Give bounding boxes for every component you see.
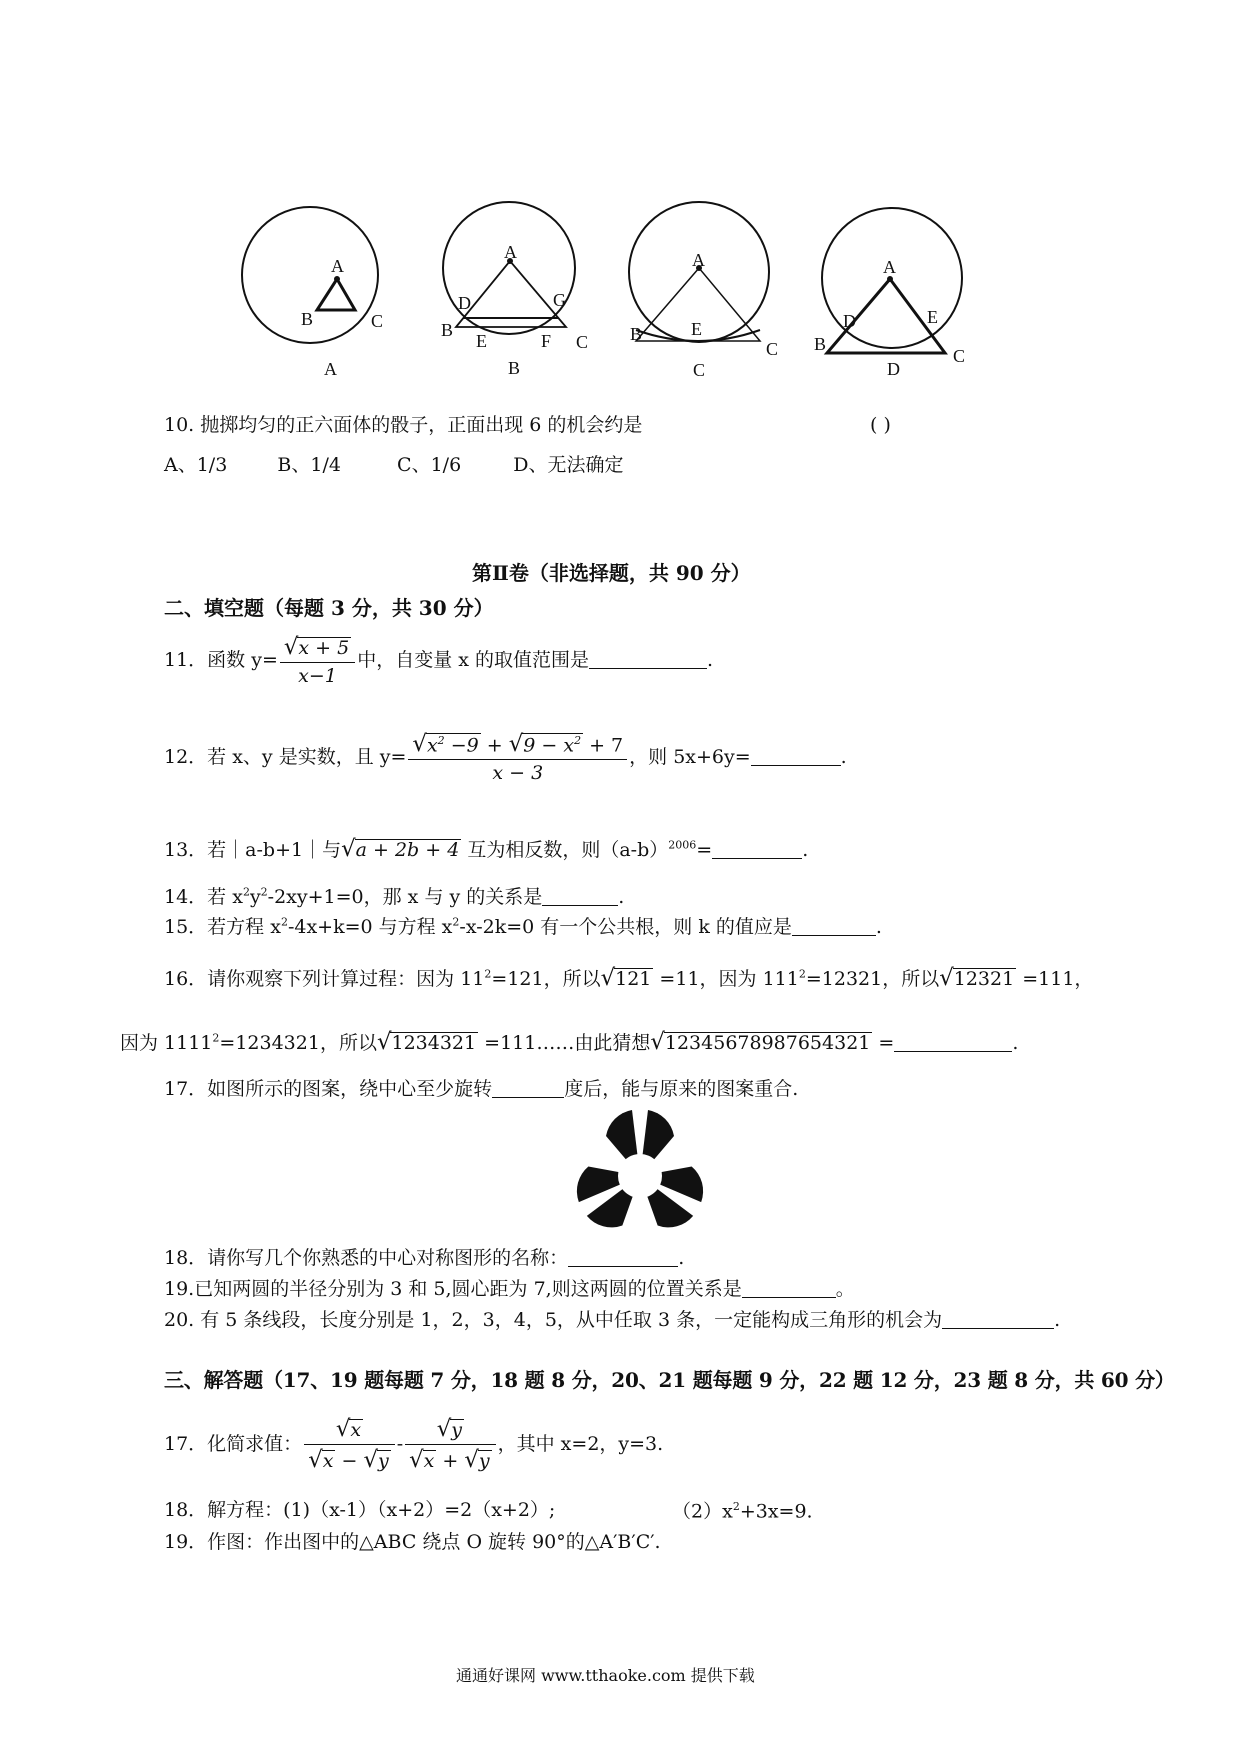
- answer-paren: ( ): [870, 414, 891, 436]
- label: E: [691, 319, 702, 339]
- label: C: [766, 339, 779, 359]
- label: A: [883, 257, 896, 277]
- answer-blank[interactable]: [742, 1278, 836, 1298]
- figure-b: [441, 202, 588, 378]
- section-2-title: 二、填空题（每题 3 分，共 30 分）: [164, 596, 494, 620]
- fraction: $\frac{√x^2 -9 + √9 - x^2 + 7}{x - 3}$: [408, 733, 627, 783]
- figure-caption: C: [693, 360, 706, 380]
- option-a: A、1/3: [164, 454, 228, 476]
- label: C: [953, 346, 966, 366]
- label: B: [301, 309, 314, 329]
- figure-d: [814, 208, 965, 379]
- question-15: 15．若方程 $x^2-4x+k=0$ 与方程 $x^2-x-2k=0$ 有一个公共根，则 k 的值应是 .: [164, 915, 882, 938]
- figure-caption: D: [887, 359, 900, 379]
- question-stem: 10. 抛掷均匀的正六面体的骰子，正面出现 6 的机会约是: [164, 414, 643, 436]
- label: C: [371, 311, 384, 331]
- answer-blank[interactable]: [751, 746, 841, 766]
- question-17-solve: 17．化简求值： $\frac{√x}{√x - √y}$ - $\frac{√y}{√x + √y}$ ，其中 x=2，y=3.: [164, 1416, 664, 1473]
- denominator: x − 3: [492, 762, 544, 785]
- page-footer: 通通好课网 www.tthaoke.com 提供下载: [456, 1666, 755, 1685]
- rotation-pattern-figure: [570, 1106, 710, 1246]
- figure-caption: B: [508, 358, 521, 378]
- question-11: 11．函数 y= $\frac{√x + 5}{x-1}$ 中，自变量 x 的取值范围是 .: [164, 634, 714, 687]
- question-text: 12．若 x、y 是实数，且 y=: [164, 746, 407, 769]
- question-20: 20. 有 5 条线段，长度分别是 1，2，3，4，5，从中任取 3 条，一定能构成三角形的机会为 .: [164, 1309, 1061, 1331]
- label: A: [692, 250, 705, 270]
- question-text: 11．函数 y=: [164, 648, 278, 671]
- option-d: D、无法确定: [513, 454, 624, 476]
- answer-blank[interactable]: [942, 1309, 1054, 1329]
- part-title: 第Ⅱ卷（非选择题，共 90 分）: [472, 561, 751, 585]
- question-14: 14．若 $x^2y^2-2xy+1=0$，那 x 与 y 的关系是 .: [164, 885, 625, 908]
- circle-triangle-figures: [0, 0, 1240, 400]
- answer-blank[interactable]: [792, 916, 876, 936]
- answer-blank[interactable]: [589, 649, 707, 669]
- figure-a: [242, 207, 383, 379]
- option-b: B、1/4: [277, 454, 341, 476]
- label: G: [553, 290, 566, 310]
- radicand: x + 5: [298, 637, 350, 659]
- answer-blank[interactable]: [712, 839, 802, 859]
- question-text: 13．若｜a-b+1｜与: [164, 839, 342, 861]
- label: D: [458, 293, 471, 313]
- label: A: [504, 242, 517, 262]
- section-3-title: 三、解答题（17、19 题每题 7 分，18 题 8 分，20、21 题每题 9 分，22 题 12 分，23 题 8 分，共 60 分）: [164, 1368, 1175, 1392]
- question-17-fill: 17．如图所示的图案，绕中心至少旋转 度后，能与原来的图案重合.: [164, 1078, 799, 1100]
- option-c: C、1/6: [397, 454, 462, 476]
- question-18-fill: 18．请你写几个你熟悉的中心对称图形的名称： .: [164, 1247, 685, 1269]
- question-10-options: [164, 456, 624, 475]
- figure-caption: A: [324, 359, 337, 379]
- question-12: 12．若 x、y 是实数，且 y= $\frac{√x^2 -9 + √9 - x^2 + 7}{x - 3}$ ，则 5x+6y= .: [164, 731, 847, 785]
- label: B: [630, 324, 643, 344]
- label: A: [331, 256, 344, 276]
- label: F: [541, 331, 552, 351]
- question-16-line-2: 因为 $1111^2=1234321$，所以√1234321 =111……由此猜想√12345678987654321 = .: [120, 1029, 1019, 1055]
- label: B: [814, 334, 827, 354]
- fraction: $\frac{√x + 5}{x-1}$: [280, 636, 355, 686]
- question-18-solve: 18．解方程：(1)（x-1）（x+2）=2（x+2）;: [164, 1499, 556, 1521]
- question-18-part-2: $(2)x^2+3x=9$.: [672, 1500, 813, 1523]
- label: E: [476, 331, 487, 351]
- label: E: [927, 307, 938, 327]
- question-text: ，则 5x+6y=: [629, 746, 751, 769]
- answer-blank[interactable]: [894, 1032, 1012, 1052]
- answer-blank[interactable]: [492, 1078, 564, 1098]
- question-19-draw: 19．作图：作出图中的△ABC 绕点 O 旋转 90°的△A′B′C′.: [164, 1531, 661, 1553]
- radicand: a + 2b + 4: [355, 839, 460, 861]
- denominator: x−1: [298, 664, 337, 687]
- answer-blank[interactable]: [542, 886, 618, 906]
- question-text: 中，自变量 x 的取值范围是: [357, 648, 590, 671]
- question-19-fill: 19.已知两圆的半径分别为 3 和 5,圆心距为 7,则这两圆的位置关系是 。: [164, 1278, 855, 1300]
- question-16-line-1: 16．请你观察下列计算过程：因为 $11^2=121$，所以√121 =11，因为 $111^2=12321$，所以√12321 =111，: [164, 965, 1094, 991]
- question-text: 互为相反数，则（a-b）: [461, 839, 669, 861]
- label: C: [576, 332, 589, 352]
- question-13: 13．若｜a-b+1｜与√a + 2b + 4 互为相反数，则$(a-b)^{2006}=$ .: [164, 836, 809, 862]
- answer-blank[interactable]: [568, 1247, 678, 1267]
- question-10: [164, 416, 642, 435]
- label: D: [843, 311, 856, 331]
- figure-c: [629, 202, 778, 380]
- label: B: [441, 320, 454, 340]
